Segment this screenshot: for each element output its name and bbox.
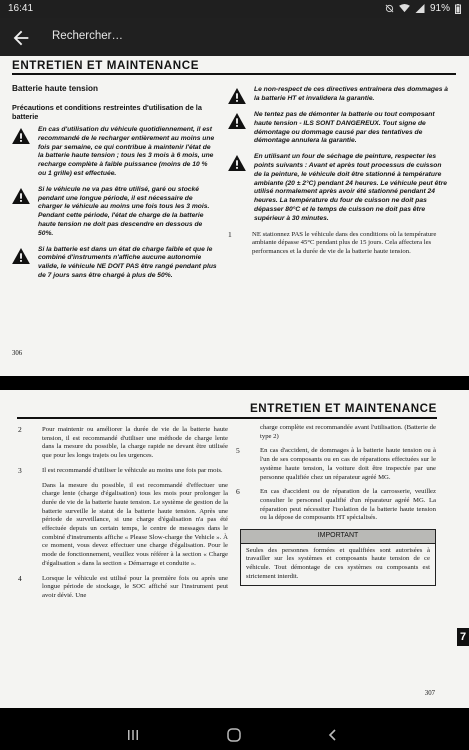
numbered-item <box>228 231 450 257</box>
status-bar <box>0 0 469 18</box>
warning-text: En cas d'utilisation du véhicule quotidiennement, il est recommandé de le recharger entièrement au moins une fois par semaine, ce qui contribue à maintenir l'état de la batterie haute tension ; tous les 3 mois à 6 mois, une recharge complète à faible puissance (moins de 10 % ou 1 grille) est effectuée. <box>38 126 215 177</box>
item-text: NE stationnez PAS le véhicule dans des conditions où la température ambiante dépasse 45°C pendant plus de 15 jours. Cela affectera les performances et la durée de vie de la batterie haute tension. <box>252 230 437 256</box>
section-title: Batterie haute tension <box>12 84 98 93</box>
item-number: 5 <box>236 446 240 456</box>
warning-block <box>228 86 450 104</box>
item-text: charge complète est recommandée avant l'utilisation. (Batterie de type 2) <box>260 424 436 440</box>
item-number: 3 <box>18 465 22 475</box>
warning-text: Si la batterie est dans un état de charge faible et que le combiné d'instruments n'affiche aucune autonomie valide, le véhicule NE DOIT PAS être rangé pendant plus de 7 jours sans être chargé à plus de 50%. <box>38 245 217 279</box>
page-header: ENTRETIEN ET MAINTENANCE <box>17 402 437 419</box>
paragraph <box>18 482 228 569</box>
chapter-tab: 7 <box>457 628 469 646</box>
no-notification-icon <box>385 4 394 13</box>
warning-block <box>228 111 450 146</box>
home-icon[interactable] <box>226 727 242 743</box>
battery-icon <box>455 4 461 14</box>
page-number: 307 <box>424 690 435 697</box>
navigation-bar <box>0 720 469 750</box>
battery-percent: 91% <box>429 3 450 14</box>
warning-icon <box>228 113 246 129</box>
warning-block <box>228 153 450 223</box>
item-number: 1 <box>228 229 232 239</box>
warning-block <box>12 246 217 281</box>
item-number: 6 <box>236 487 240 497</box>
subsection-title: Précautions et conditions restreintes d'utilisation de la batterie <box>12 103 202 121</box>
warning-block <box>12 186 217 239</box>
warning-icon <box>12 248 30 264</box>
numbered-item <box>18 575 228 601</box>
warning-block <box>12 126 217 179</box>
search-title[interactable]: Rechercher… <box>52 30 123 42</box>
important-box <box>240 529 436 586</box>
warning-text: Le non-respect de ces directives entraînera des dommages à la batterie HT et invalidera la garantie. <box>254 86 449 102</box>
nav-back-icon[interactable] <box>326 728 340 742</box>
signal-icon <box>415 4 425 13</box>
right-column <box>236 424 436 586</box>
item-text: Dans la mesure du possible, il est recommandé d'effectuer une charge lente (charge d'égalisation) tous les mois pour prolonger la durée de vie de la batterie haute tension. Le système de gestion de la batterie surveille le statut de la batterie haute tension. Après une période de surveillance, si une charge d'égalisation n'a pas été effectuée depuis un certain temps, le centre de messages dans le combiné d'instruments affiche « Please Slow-charge the Vehicle ». À ce moment, vous devez effectuer une charge d'égalisation. Pour le mode de fonctionnement, veuillez vous référer à la section « Charge d'égalisation » dans la section « Démarrage et conduite ». <box>42 481 228 567</box>
warning-icon <box>228 155 246 171</box>
left-column <box>18 426 228 607</box>
numbered-item <box>236 488 436 523</box>
recents-icon[interactable] <box>126 728 140 742</box>
item-number <box>236 424 252 441</box>
wifi-icon <box>399 4 410 13</box>
numbered-item <box>236 447 436 482</box>
paragraph <box>236 424 436 441</box>
right-column <box>228 86 450 257</box>
item-number <box>18 482 34 569</box>
status-time: 16:41 <box>8 3 34 14</box>
page-307 <box>0 390 469 708</box>
item-text: En cas d'accident, de dommages à la batterie haute tension ou à l'un de ses composants ou en cas de réparations effectuées sur le système haute tension, la voiture doit être inspectée par une personne qualifiée chez un réparateur agréé MG. <box>260 447 436 481</box>
warning-icon <box>12 188 30 204</box>
warning-text: En utilisant un four de séchage de peinture, respecter les points suivants : Avant et après tout processus de cuisson de la peinture, le véhicule doit être stationné à température ambiante (20 ± 2°C) pendant 24 heures. Le véhicule peut être utilisé normalement après avoir été stationné pendant 24 heures. La température du four de cuisson ne doit pas dépasser 80°C et le temps de cuisson ne doit pas être supérieur à 30 minutes. <box>254 153 447 222</box>
numbered-item <box>18 426 228 461</box>
app-bar <box>0 18 469 56</box>
left-column <box>12 84 217 288</box>
page-header: ENTRETIEN ET MAINTENANCE <box>12 59 456 75</box>
page-number: 306 <box>12 350 23 357</box>
item-text: En cas d'accident ou de réparation de la carrosserie, veuillez consulter le personnel qualifié d'un réparateur agréé MG. La réparation peut nécessiter l'isolation de la batterie haute tension ou la dépose de composants HT spécialisés. <box>260 488 436 522</box>
item-number: 2 <box>18 425 22 434</box>
important-text: Seules des personnes formées et qualifiées sont autorisées à travailler sur les systèmes et composants haute tension de ce véhicule. Tout démontage de ces systèmes ou composants est strictement interdit. <box>246 546 430 580</box>
item-text: Pour maintenir ou améliorer la durée de vie de la batterie haute tension, il est recommandé d'utiliser une méthode de charge lente dans la mesure du possible, la charge rapide ne devant être utilisée que pour les longs trajets ou les urgences. <box>42 426 228 460</box>
warning-icon <box>228 88 246 104</box>
back-arrow-icon[interactable] <box>10 27 32 49</box>
warning-icon <box>12 128 30 144</box>
item-text: Il est recommandé d'utiliser le véhicule au moins une fois par mois. <box>42 466 223 474</box>
warning-text: Ne tentez pas de démonter la batterie ou tout composant haute tension - ILS SONT DANGEREUX. Tout signe de démontage ou dommage causé par des tentatives de démontage annulera la garantie. <box>254 111 435 145</box>
page-306 <box>0 56 469 376</box>
warning-text: Si le véhicule ne va pas être utilisé, garé ou stocké pendant une longue période, il est nécessaire de charger le véhicule au moins une fois tous les 3 mois. Pendant cette période, l'état de charge de la batterie haute tension ne doit pas descendre en dessous de 50%. <box>38 185 210 237</box>
important-title: IMPORTANT <box>241 530 435 544</box>
status-icons <box>385 3 461 14</box>
item-number: 4 <box>18 573 22 583</box>
numbered-item <box>18 467 228 476</box>
item-text: Lorsque le véhicule est utilisé pour la première fois ou après une longue période de stockage, le SOC affiché sur l'instrument peut avoir dévié. Une <box>42 574 228 599</box>
